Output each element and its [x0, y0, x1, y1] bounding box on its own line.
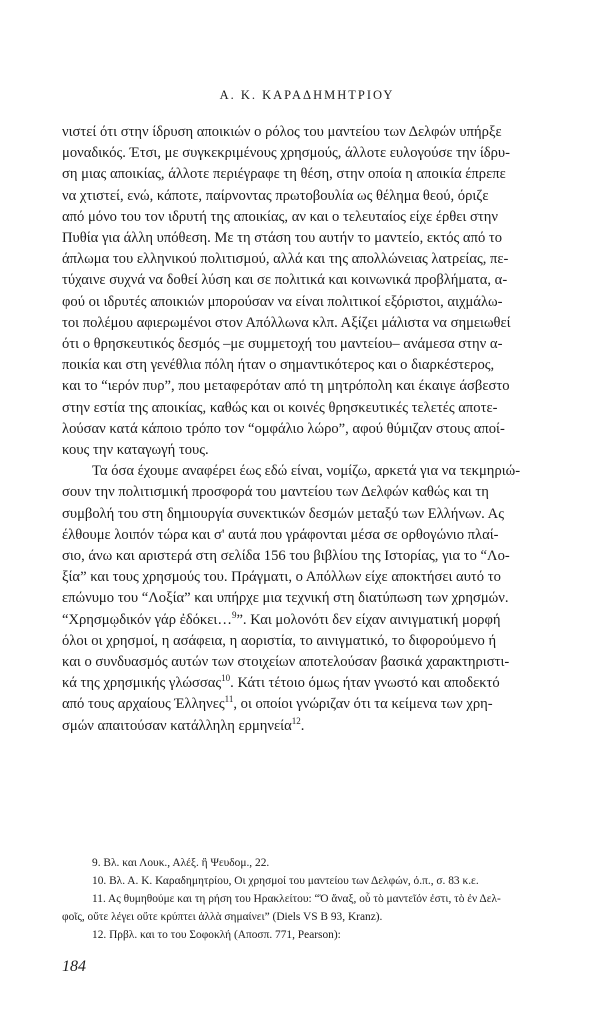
text-segment: , οι οποίοι γνώριζαν ότι τα κείμενα των χρη- [233, 696, 493, 713]
text-line: νιστεί ότι στην ίδρυση αποικιών ο ρόλος του μαντείου των Δελφών υπήρξε [62, 124, 502, 140]
text-line: συμβολή του στη δημιουργία συνεκτικών δεσμών μεταξύ των Ελλήνων. Ας [62, 505, 504, 522]
text-segment: . [300, 717, 305, 734]
text-line: μοναδικός. Έτσι, με συγκεκριμένους χρησμούς, άλλοτε ευλογούσε την ίδρυ- [62, 145, 511, 162]
footnote-12: 12. Πρβλ. και το του Σοφοκλή (Αποσπ. 771, Pearson): [92, 929, 341, 941]
text-line [62, 716, 572, 737]
text-line: επώνυμο του “Λοξία” και υπήρχε μια τεχνική στη διατύπωση των χρησμών. [62, 590, 509, 607]
text-line [62, 694, 572, 715]
text-line: έλθουμε λοιπόν τώρα και σ' αυτά που γράφονται μέσα σε ορθογώνιο πλαί- [62, 526, 499, 543]
text-segment: ”. Και μολονότι δεν είχαν αινιγματική μορφή [236, 611, 501, 628]
text-line: Πυθία για άλλη υπόθεση. Με τη στάση του αυτήν το μαντείο, εκτός από το [62, 230, 503, 247]
text-line: ότι ο θρησκευτικός δεσμός –με συμμετοχή του μαντείου– ανάμεσα στην α- [62, 336, 503, 353]
text-segment: σμών απαιτούσαν κατάλληλη ερμηνεία [62, 717, 292, 734]
footnote-ref[interactable]: 9 [231, 609, 237, 620]
text-line: ποικία και στη γενέθλια πόλη ήταν ο σημαντικότερος και ο διαρκέστερος, [62, 357, 495, 374]
page-number: 184 [62, 958, 86, 975]
text-line: τύχαινε συχνά να δοθεί λύση και σε πολιτικά και κοινωνικά προβλήματα, α- [62, 272, 508, 289]
text-segment: “Χρησμῳδικόν γάρ ἐδόκει… [62, 611, 232, 628]
footnote-9: 9. Βλ. και Λουκ., Αλέξ. ἢ Ψευδομ., 22. [92, 857, 270, 869]
running-header: Α. Κ. ΚΑΡΑΔΗΜΗΤΡΙΟΥ [219, 88, 395, 102]
text-line: ση μιας αποικίας, άλλοτε περιέγραφε τη θέση, στην οποία η αποικία έπρεπε [62, 166, 506, 183]
text-line: σουν την πολιτισμική προσφορά του μαντείου των Δελφών καθώς και τη [62, 484, 489, 501]
main-text [62, 122, 572, 737]
text-segment: από τους αρχαίους Έλληνες [62, 696, 225, 713]
text-line: φού οι ιδρυτές αποικιών μπορούσαν να είναι πολιτικοί εξόριστοι, αιχμάλω- [62, 293, 503, 310]
text-line [62, 610, 572, 631]
footnote-11-cont: φοῖς, οὔτε λέγει οὔτε κρύπτει ἀλλὰ σημαίνει” (Diels VS B 93, Kranz). [62, 911, 383, 923]
text-line: ξία” και τους χρησμούς του. Πράγματι, ο Απόλλων είχε αποκτήσει αυτό το [62, 569, 501, 586]
text-segment: κά της χρησμικής γλώσσας [62, 675, 222, 692]
text-line: και ο συνδυασμός αυτών των στοιχείων αποτελούσαν βασικά χαρακτηριστι- [62, 654, 510, 671]
text-line: λούσαν κατά κάποιο τρόπο τον “ομφάλιο λώρο”, αφού θύμιζαν στους αποί- [62, 420, 505, 437]
text-line: και το “ιερόν πυρ”, που μεταφερόταν από τη μητρόπολη και έκαιγε άσβεστο [62, 378, 510, 395]
footnote-ref[interactable]: 12 [291, 715, 301, 726]
footnote-ref[interactable]: 10 [221, 673, 231, 684]
footnote-11: 11. Ας θυμηθούμε και τη ρήση του Ηρακλείτου: “Ὁ ἄναξ, οὗ τὸ μαντεῖόν ἐστι, τὸ ἐν Δελ- [92, 893, 501, 905]
text-line: κους την καταγωγή τους. [62, 442, 209, 459]
text-line: τοι πολέμου αφιερωμένοι στον Απόλλωνα κλπ. Αξίζει μάλιστα να σημειωθεί [62, 314, 511, 331]
text-line: στην εστία της αποικίας, καθώς και οι κοινές θρησκευτικές τελετές αποτε- [62, 399, 498, 416]
text-line: άπλωμα του ελληνικού πολιτισμού, αλλά και της απολλώνειας λατρείας, πε- [62, 251, 509, 268]
footnote-10: 10. Βλ. Α. Κ. Καραδημητρίου, Οι χρησμοί του μαντείου των Δελφών, ό.π., σ. 83 κ.ε. [92, 875, 479, 887]
text-line [62, 673, 572, 694]
text-line: Τα όσα έχουμε αναφέρει έως εδώ είναι, νομίζω, αρκετά για να τεκμηριώ- [92, 463, 521, 480]
text-segment: . Κάτι τέτοιο όμως ήταν γνωστό και αποδεκτό [230, 675, 500, 692]
footnote-ref[interactable]: 11 [224, 694, 234, 705]
text-line: να χτιστεί, ενώ, κάποτε, παίρνοντας πρωτοβουλία ως θέλημα θεού, όριζε [62, 187, 489, 204]
text-line: σιο, άνω και αριστερά στη σελίδα 156 του βιβλίου της Ιστορίας, για το “Λο- [62, 548, 510, 565]
text-line: από μόνο του τον ιδρυτή της αποικίας, αν και ο τελευταίος είχε έρθει στην [62, 208, 498, 225]
footnotes [62, 854, 572, 944]
text-line: όλοι οι χρησμοί, η ασάφεια, η αοριστία, το αινιγματικό, το διφορούμενο ή [62, 632, 497, 649]
